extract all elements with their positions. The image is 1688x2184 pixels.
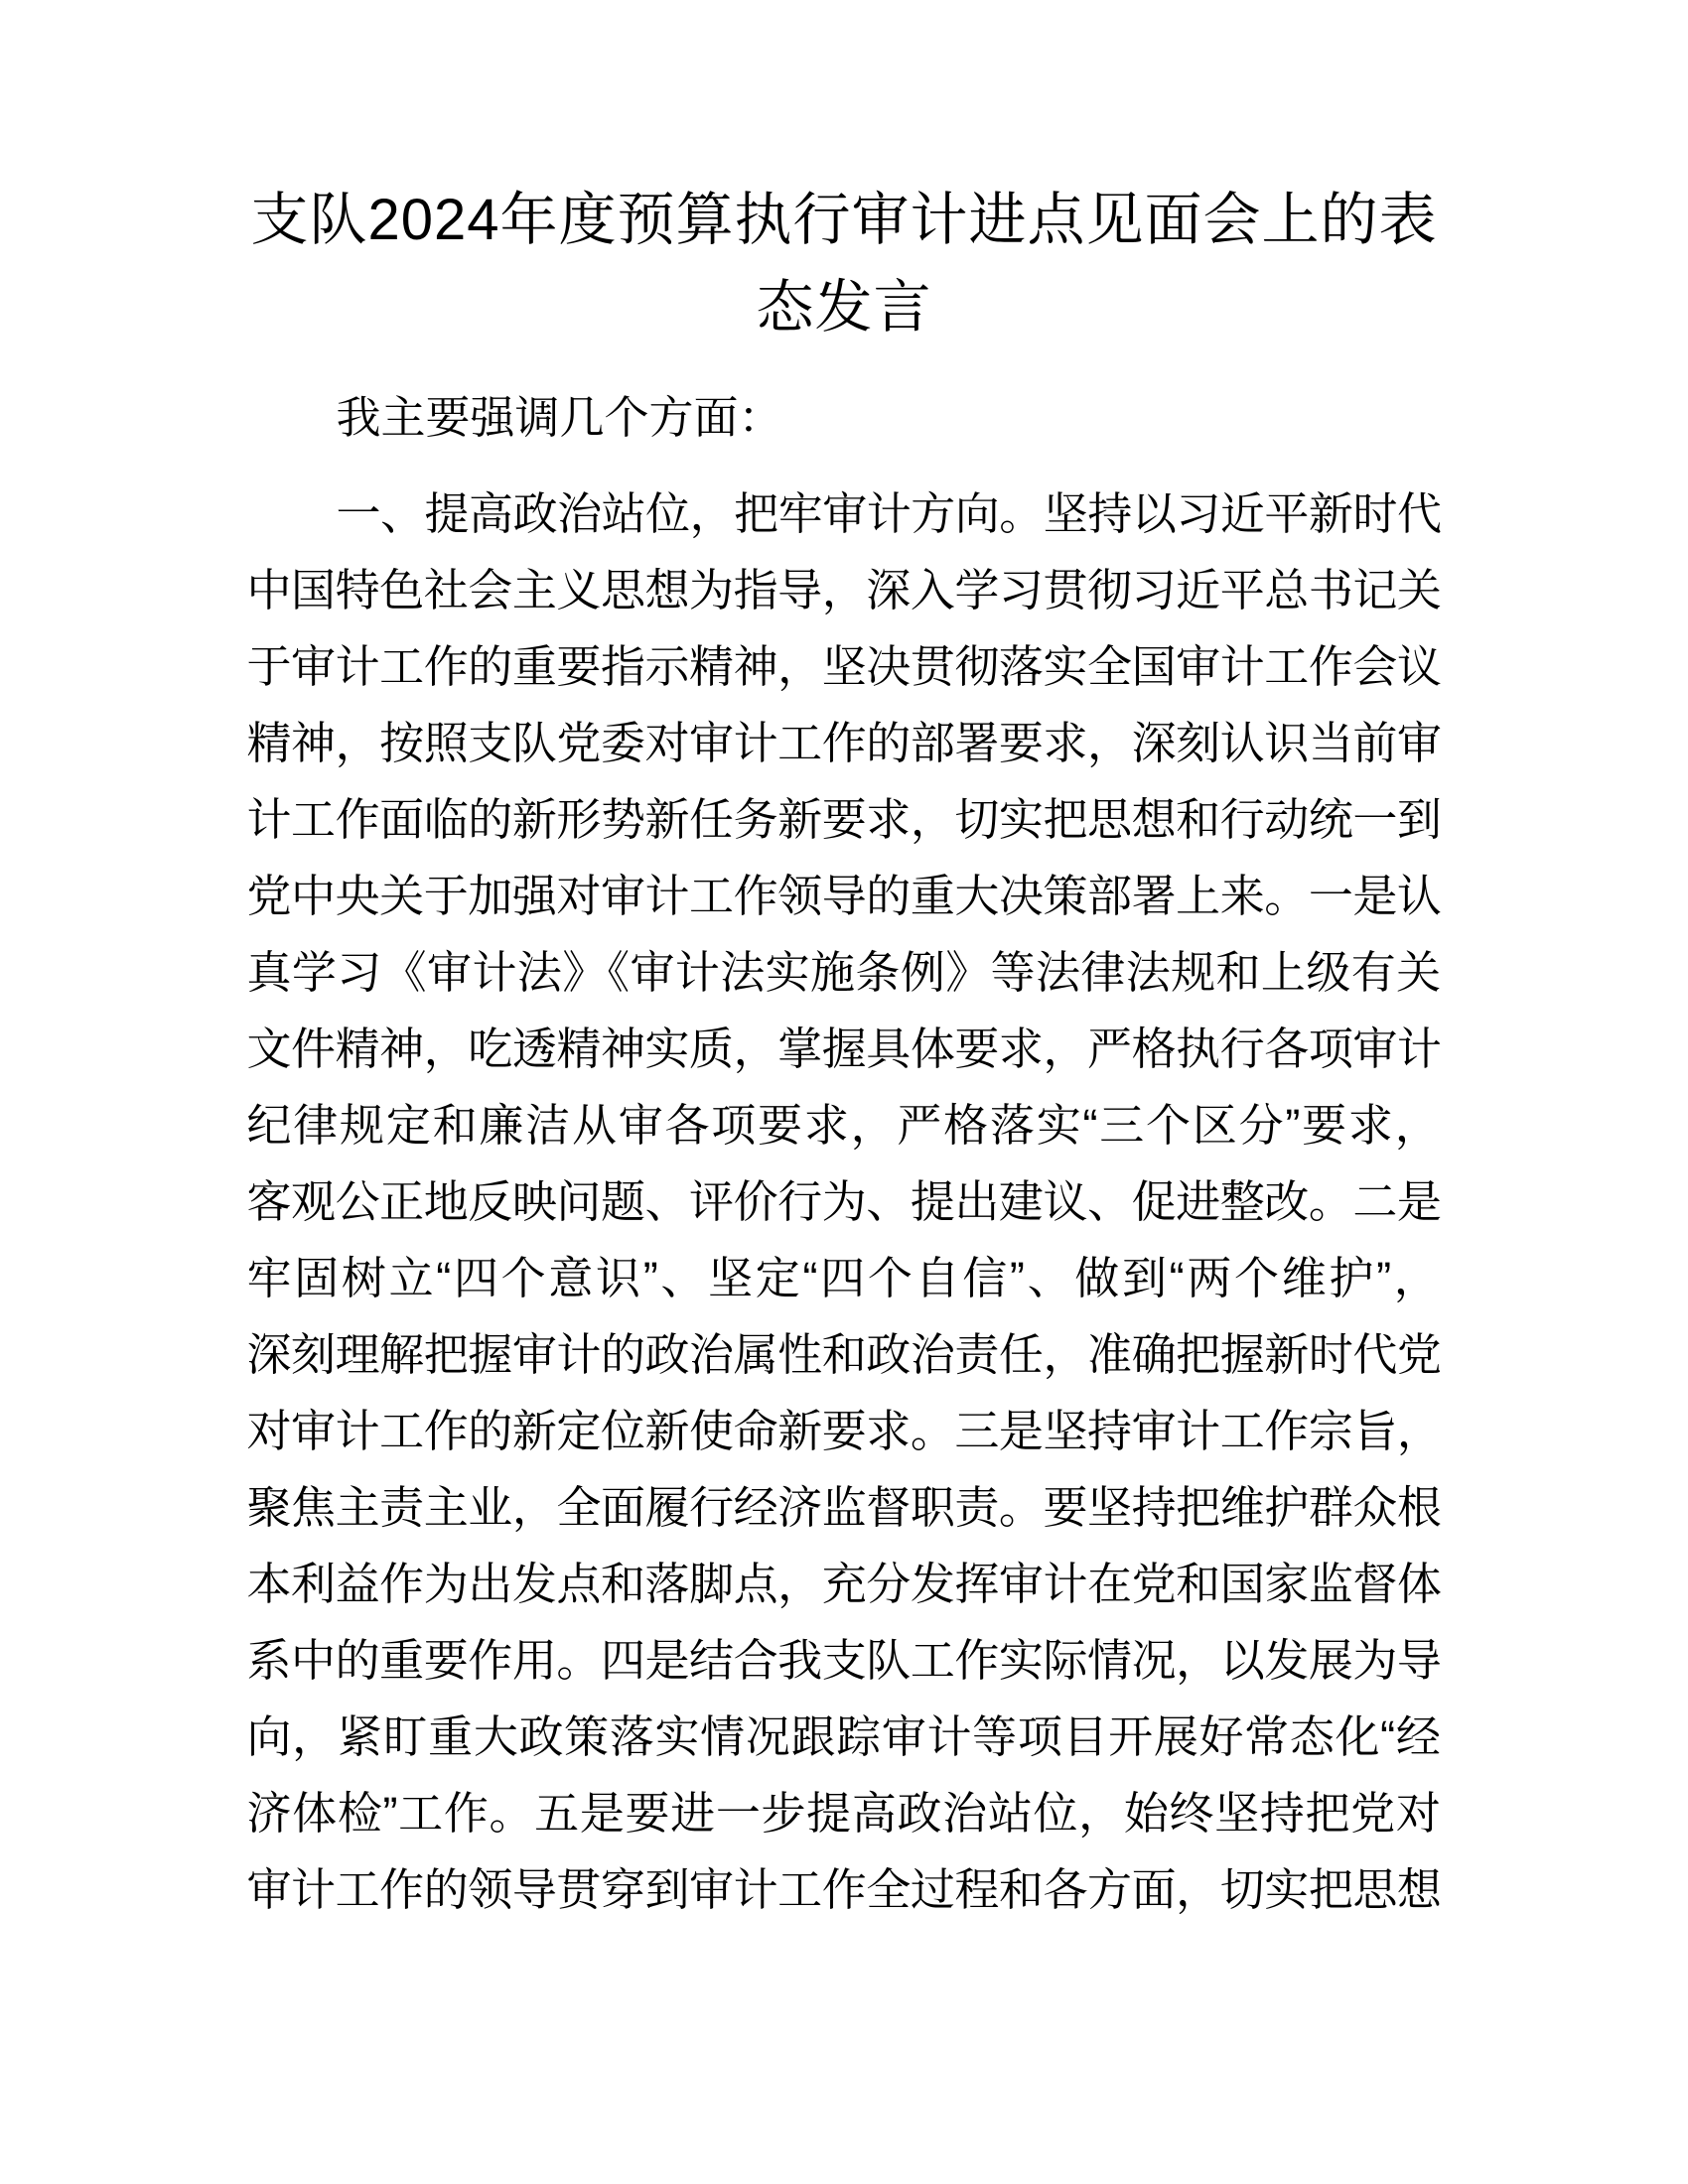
body-line-text: 精神，按照支队党委对审计工作的部署要求，深刻认识当前审 [246, 718, 1442, 768]
body-line [247, 781, 1442, 858]
title-line: 态发言 [756, 275, 932, 340]
body-line-text: 审计工作的领导贯穿到审计工作全过程和各方面，切实把思想 [246, 1864, 1442, 1915]
body-line-text: 本利益作为出发点和落脚点，充分发挥审计在党和国家监督体 [246, 1559, 1442, 1609]
body-line [247, 705, 1442, 781]
intro-paragraph: 我主要强调几个方面： [336, 392, 783, 443]
body-line-text: 系中的重要作用。四是结合我支队工作实际情况，以发展为导 [246, 1635, 1442, 1686]
body-line-text: 党中央关于加强对审计工作领导的重大决策部署上来。一是认 [246, 871, 1442, 921]
body-line-text: 中国特色社会主义思想为指导，深入学习贯彻习近平总书记关 [246, 565, 1442, 615]
body-line [247, 628, 1442, 705]
title-line: 支队2024年度预算执行审计进点见面会上的表 [250, 188, 1438, 252]
body-line [247, 1775, 1442, 1851]
body-line-text: 纪律规定和廉洁从审各项要求，严格落实“三个区分”要求， [246, 1100, 1442, 1151]
body-line [247, 858, 1442, 934]
body-line [247, 1163, 1442, 1240]
body-line-text: 真学习《审计法》《审计法实施条例》等法律法规和上级有关 [246, 947, 1442, 998]
body-line-text: 聚焦主责主业，全面履行经济监督职责。要坚持把维护群众根 [246, 1482, 1442, 1533]
body-line [247, 552, 1442, 628]
document-title [0, 0, 1688, 351]
body-line [247, 476, 1442, 552]
body-line [247, 1240, 1442, 1316]
body-line-text: 客观公正地反映问题、评价行为、提出建议、促进整改。二是 [246, 1176, 1442, 1227]
body-line-text: 文件精神，吃透精神实质，掌握具体要求，严格执行各项审计 [246, 1024, 1442, 1074]
body-line [247, 1393, 1442, 1469]
body-line-text: 济体检”工作。五是要进一步提高政治站位，始终坚持把党对 [246, 1788, 1442, 1839]
body-line [247, 1469, 1442, 1546]
body-line [247, 1316, 1442, 1393]
body-paragraph [247, 476, 1442, 1928]
body-line-text: 牢固树立“四个意识”、坚定“四个自信”、做到“两个维护”， [246, 1253, 1442, 1303]
body-line [247, 1011, 1442, 1087]
body-line [247, 1622, 1442, 1699]
body-line [247, 1851, 1442, 1928]
body-line-text: 计工作面临的新形势新任务新要求，切实把思想和行动统一到 [246, 794, 1442, 845]
body-line-text: 深刻理解把握审计的政治属性和政治责任，准确把握新时代党 [246, 1329, 1442, 1380]
body-line-text: 向，紧盯重大政策落实情况跟踪审计等项目开展好常态化“经 [246, 1711, 1442, 1762]
body-line [247, 1546, 1442, 1622]
body-line [247, 1699, 1442, 1775]
document-body [247, 379, 1442, 1928]
body-line [247, 1087, 1442, 1163]
body-line-text: 一、提高政治站位，把牢审计方向。坚持以习近平新时代 [336, 488, 1442, 539]
body-line [247, 934, 1442, 1011]
body-line-text: 于审计工作的重要指示精神，坚决贯彻落实全国审计工作会议 [246, 641, 1442, 692]
body-line-text: 对审计工作的新定位新使命新要求。三是坚持审计工作宗旨， [246, 1406, 1442, 1456]
